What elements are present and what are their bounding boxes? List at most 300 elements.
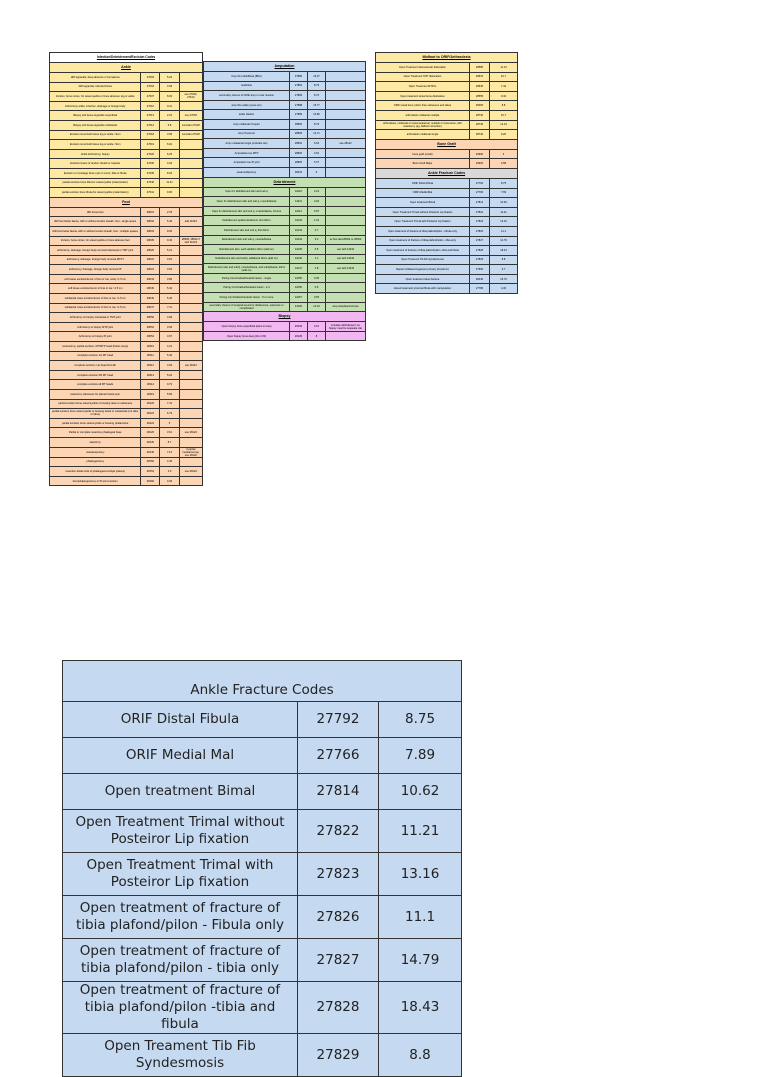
procedure-name: Guillotine bbox=[204, 81, 290, 91]
cpt-code: 27792 bbox=[298, 702, 379, 738]
rvu-value: 8.8 bbox=[490, 255, 518, 265]
rvu-value: 2.7 bbox=[308, 225, 326, 235]
amputation-header bbox=[204, 62, 366, 72]
rvu-value: 9.11 bbox=[160, 101, 179, 111]
ankle-header-label: Ankle bbox=[50, 63, 203, 73]
procedure-name: arthrodesis midtarsal multiple bbox=[376, 110, 470, 120]
table-row bbox=[376, 63, 518, 73]
cpt-code: 28050 bbox=[141, 313, 160, 323]
note bbox=[326, 216, 366, 226]
table-row bbox=[376, 274, 518, 284]
note bbox=[326, 167, 366, 177]
note bbox=[326, 81, 366, 91]
table-row bbox=[376, 198, 518, 208]
procedure-name: secondary closure of tib/fib amp or scar revision bbox=[204, 91, 290, 101]
table-row bbox=[50, 332, 203, 342]
right-column bbox=[375, 52, 517, 294]
note: if partial metatarsal ray, use 28122 bbox=[179, 447, 202, 457]
procedure-name: ORIF Distal Fibula bbox=[63, 702, 298, 738]
table-row bbox=[376, 110, 518, 120]
rvu-value: 4.31 bbox=[160, 342, 179, 352]
cpt-code: 11057 bbox=[290, 293, 308, 303]
table-row bbox=[50, 120, 203, 130]
cpt-code: 27620 bbox=[141, 149, 160, 159]
rvu-value: 11.13 bbox=[490, 63, 518, 73]
procedure-name: ORIF tarsal bone (other than calcaneus and talus) bbox=[376, 101, 470, 111]
cpt-code: 28150 bbox=[141, 457, 160, 467]
table-row bbox=[50, 236, 203, 246]
rvu-value: 5.37 bbox=[308, 158, 326, 168]
note bbox=[326, 72, 366, 82]
note bbox=[326, 225, 366, 235]
cpt-code: 28615 bbox=[470, 72, 490, 82]
procedure-name: secondary closure of surgical wound or dehiscence, extensive or complicated bbox=[204, 302, 290, 312]
rvu-value: 15.76 bbox=[490, 274, 518, 284]
procedure-name: Open treatment talus fracture bbox=[376, 274, 470, 284]
table-row bbox=[204, 148, 366, 158]
note bbox=[179, 159, 202, 169]
table-row bbox=[204, 72, 366, 82]
cpt-code: 27822 bbox=[298, 810, 379, 853]
rvu-value: 18.43 bbox=[490, 246, 518, 256]
rvu-value: 4.99 bbox=[160, 313, 179, 323]
note bbox=[179, 265, 202, 275]
procedure-name: complete excision met head 2nd-4th bbox=[50, 361, 141, 371]
note bbox=[179, 73, 202, 83]
procedure-name: Bone Graft Major bbox=[376, 159, 470, 169]
rvu-value: 6.91 bbox=[160, 140, 179, 150]
table-row bbox=[376, 207, 518, 217]
rvu-value: 4.94 bbox=[308, 197, 326, 207]
note bbox=[326, 91, 366, 101]
cpt-code: 28043 bbox=[141, 274, 160, 284]
cpt-code: 28120 bbox=[141, 399, 160, 409]
note bbox=[326, 129, 366, 139]
procedure-name: ORIF Medial Mal bbox=[376, 188, 470, 198]
rvu-value: 5.46 bbox=[160, 217, 179, 227]
rvu-value: 10.62 bbox=[490, 198, 518, 208]
cpt-code: 28555 bbox=[470, 91, 490, 101]
note bbox=[179, 168, 202, 178]
rvu-value: 8.79 bbox=[308, 119, 326, 129]
procedure-name: complete excision 5th MT head bbox=[50, 370, 141, 380]
rvu-value: 9.43 bbox=[160, 236, 179, 246]
cpt-code: 28315 bbox=[290, 167, 308, 177]
ankle-fracture-header-label: Ankle Fracture Codes bbox=[376, 168, 518, 178]
procedure-name: arthrotomy, drainage, foreign body removal intertarsal or TMT joint bbox=[50, 246, 141, 256]
note bbox=[179, 418, 202, 428]
table-row bbox=[63, 810, 462, 853]
note bbox=[179, 178, 202, 188]
rvu-value: 6.2 bbox=[308, 235, 326, 245]
procedure-name: Open Fx debridement skin and sub q bbox=[204, 187, 290, 197]
rvu-value: 2.22 bbox=[160, 111, 179, 121]
rvu-value: 4.58 bbox=[490, 159, 518, 169]
procedure-name: phalangectomy bbox=[50, 457, 141, 467]
procedure-name: Open Fx debridement skin and sub q, muscle/fascia bbox=[204, 197, 290, 207]
procedure-name: Open treatment of fracture of tibia plafond/pilon -tibia and fibula bbox=[63, 982, 298, 1034]
cpt-code: 27786 bbox=[470, 284, 490, 294]
rvu-value: 10.80 bbox=[308, 110, 326, 120]
note: add 11043 bbox=[179, 217, 202, 227]
table-row bbox=[50, 92, 203, 102]
table-row bbox=[50, 351, 203, 361]
table-row bbox=[50, 140, 203, 150]
cpt-code: 27618 bbox=[141, 130, 160, 140]
note: includes debridement; so biopsy must be separate site bbox=[326, 322, 366, 332]
rvu-value: 5 bbox=[308, 167, 326, 177]
note: amp sites/fasciotomies bbox=[326, 302, 366, 312]
table-row bbox=[204, 322, 366, 332]
table-row bbox=[50, 217, 203, 227]
rvu-value: 11.1 bbox=[379, 896, 462, 939]
procedure-name: Paring Corn/Callus/Keratotic lesion - 5 or more bbox=[204, 293, 290, 303]
cpt-code: 28126 bbox=[141, 428, 160, 438]
note bbox=[179, 342, 202, 352]
foot-header-label: Foot bbox=[50, 197, 203, 207]
cpt-code: 11012 bbox=[290, 206, 308, 216]
midfoot-header bbox=[376, 53, 518, 63]
note bbox=[179, 409, 202, 419]
left-column bbox=[49, 52, 203, 486]
procedure-name: Open treatment of fracture of tibia plafond/pilon - Fibula only bbox=[63, 896, 298, 939]
rvu-value: 12.71 bbox=[308, 129, 326, 139]
procedure-name: sesamoidectomy bbox=[204, 167, 290, 177]
rvu-value: 3.61 bbox=[160, 428, 179, 438]
rvu-value: 4.19 bbox=[308, 187, 326, 197]
ankle-foot-table bbox=[49, 52, 203, 486]
procedure-name: ORIF Distal Fibula bbox=[376, 178, 470, 188]
rvu-value: 12.19 bbox=[490, 120, 518, 130]
cpt-code: 20240 bbox=[290, 322, 308, 332]
table-row bbox=[50, 73, 203, 83]
rvu-value: 5.23 bbox=[160, 73, 179, 83]
rvu-value: 0.5 bbox=[308, 245, 326, 255]
table-row bbox=[50, 207, 203, 217]
note bbox=[179, 246, 202, 256]
table-row bbox=[50, 399, 203, 409]
table-row bbox=[50, 294, 203, 304]
table-row bbox=[204, 197, 366, 207]
rvu-value: 14.79 bbox=[379, 939, 462, 982]
cpt-code: 27829 bbox=[470, 255, 490, 265]
rvu-value: 8.75 bbox=[490, 178, 518, 188]
cpt-code: 27604 bbox=[141, 82, 160, 92]
cpt-code: 27814 bbox=[298, 774, 379, 810]
procedure-name: ankle disartic bbox=[204, 110, 290, 120]
bone-graft-header-label: Bone Graft bbox=[376, 139, 518, 149]
rvu-value: 1.1 bbox=[308, 254, 326, 264]
table-row bbox=[204, 167, 366, 177]
table-row bbox=[50, 370, 203, 380]
table-row bbox=[50, 303, 203, 313]
rvu-value: 4.45 bbox=[160, 457, 179, 467]
procedure-name: Amputation toe IP joint bbox=[204, 158, 290, 168]
cpt-code: 11045 bbox=[290, 245, 308, 255]
spacer-row bbox=[204, 52, 366, 62]
cpt-code: 27695 bbox=[470, 265, 490, 275]
table-row bbox=[63, 896, 462, 939]
rvu-value: 3.86 bbox=[160, 274, 179, 284]
table-row bbox=[376, 130, 518, 140]
rvu-value: 5.45 bbox=[160, 294, 179, 304]
rvu-value: 1.8 bbox=[308, 264, 326, 274]
note: use 28124 bbox=[179, 467, 202, 477]
note bbox=[326, 100, 366, 110]
table-row bbox=[63, 702, 462, 738]
note bbox=[179, 476, 202, 486]
procedure-name: closed treatment proximal fibula with manipulation bbox=[376, 284, 470, 294]
procedure-name: Amp Transmet bbox=[204, 129, 290, 139]
note bbox=[326, 273, 366, 283]
table-row bbox=[50, 168, 203, 178]
procedure-name: Partial or complete resection phalangeal base bbox=[50, 428, 141, 438]
procedure-name: ORIF Medial Mal bbox=[63, 738, 298, 774]
procedure-name: I&D foot below fascia, with or without tendon sheath, foot - multiple spaces bbox=[50, 226, 141, 236]
table-row bbox=[50, 101, 203, 111]
procedure-name: subfascial mass excision/tumor of foot or toe <1.5 cm bbox=[50, 294, 141, 304]
note: use with 11044 bbox=[326, 264, 366, 274]
note bbox=[179, 101, 202, 111]
procedure-name: Biopsy soft tissue leg/ankle subfascial bbox=[50, 120, 141, 130]
note bbox=[326, 283, 366, 293]
rvu-value: 9.20 bbox=[490, 130, 518, 140]
rvu-value: 6.79 bbox=[160, 409, 179, 419]
note bbox=[179, 188, 202, 198]
procedure-name: Excision tumor/soft tissue leg or ankle <3cm bbox=[50, 140, 141, 150]
note bbox=[179, 457, 202, 467]
note bbox=[326, 110, 366, 120]
table-row bbox=[204, 119, 366, 129]
procedure-name: arthrodesis, midtarsal or tarsometatarsal, multiple or transverse; with osteotomy (eg, flatfoot correction) bbox=[376, 120, 470, 130]
cpt-code: 28810 bbox=[290, 139, 308, 149]
table-row bbox=[204, 129, 366, 139]
rvu-value: 7.89 bbox=[379, 738, 462, 774]
rvu-value: 10.62 bbox=[379, 774, 462, 810]
procedure-name: complete excision 1st MT head bbox=[50, 351, 141, 361]
procedure-name: Amp metatarsal single (includes toe) bbox=[204, 139, 290, 149]
procedure-name: partial excision bone osteomyelitis or bossing phalanx/toe bbox=[50, 418, 141, 428]
procedure-name: Open Treatment Trimal without Posterior Lip fixation bbox=[376, 207, 470, 217]
table-row bbox=[50, 255, 203, 265]
procedure-name: Arthrotomy w/ biopsy intertarsal or TMT joint bbox=[50, 313, 141, 323]
table-row bbox=[50, 82, 203, 92]
procedure-name: Repair Collateral Ligament primary (brostrom) bbox=[376, 265, 470, 275]
procedure-name: Amp midtarsal Chopart bbox=[204, 119, 290, 129]
note: consider 27618 bbox=[179, 120, 202, 130]
cpt-code: 27619 bbox=[141, 140, 160, 150]
rvu-value: 0.35 bbox=[308, 273, 326, 283]
note bbox=[179, 226, 202, 236]
rvu-value: 7.41 bbox=[160, 399, 179, 409]
table-row bbox=[376, 236, 518, 246]
table-row bbox=[63, 853, 462, 896]
table-row bbox=[204, 331, 366, 341]
cpt-code: 28730 bbox=[470, 110, 490, 120]
ankle-fracture-header bbox=[376, 168, 518, 178]
cpt-code: 28054 bbox=[141, 332, 160, 342]
procedure-name: bone graft (small) bbox=[376, 149, 470, 159]
procedure-name: Arthrotomy ankle; infection, drainage or foreign body bbox=[50, 101, 141, 111]
note bbox=[179, 332, 202, 342]
cpt-code: 28020 bbox=[141, 246, 160, 256]
procedure-name: arthrotomy, drainage, foreign body removal IP bbox=[50, 265, 141, 275]
table-row bbox=[50, 457, 203, 467]
cpt-code: 27614 bbox=[141, 120, 160, 130]
note bbox=[179, 399, 202, 409]
cpt-code: 11011 bbox=[290, 197, 308, 207]
procedure-name: Open treatment Bimal bbox=[376, 198, 470, 208]
procedure-name: amp thru ankle (syme etc) bbox=[204, 100, 290, 110]
rvu-value: 5.40 bbox=[160, 351, 179, 361]
procedure-name: Excision or curettage bone cyst or tumor; tibia or fibula bbox=[50, 168, 141, 178]
table-row bbox=[50, 437, 203, 447]
rvu-value: 6.87 bbox=[308, 206, 326, 216]
procedure-name: Amp thru tibia/fibula (BKA) bbox=[204, 72, 290, 82]
rvu-value: 4.0 bbox=[160, 467, 179, 477]
cpt-code: 28153 bbox=[141, 467, 160, 477]
cpt-code: 28114 bbox=[141, 380, 160, 390]
note bbox=[179, 380, 202, 390]
note bbox=[179, 294, 202, 304]
table-row bbox=[63, 982, 462, 1034]
rvu-value: 4.94 bbox=[160, 159, 179, 169]
note bbox=[326, 187, 366, 197]
cpt-code: 28024 bbox=[141, 265, 160, 275]
procedure-name: Open biopsy bone deep (tib or fib) bbox=[204, 331, 290, 341]
table-row bbox=[50, 467, 203, 477]
table-row bbox=[204, 216, 366, 226]
table-row bbox=[204, 158, 366, 168]
procedure-name: Ankle Arthrotomy; biopsy bbox=[50, 149, 141, 159]
cpt-code: 27603 bbox=[141, 73, 160, 83]
procedure-name: Debridement skin and sub q, first 20cm bbox=[204, 225, 290, 235]
procedure-name: Open treatment Bimal bbox=[63, 774, 298, 810]
note bbox=[179, 284, 202, 294]
table-row bbox=[50, 409, 203, 419]
rvu-value: 15.37 bbox=[308, 72, 326, 82]
procedure-name: partial excision bone osteomyelitis or bossing talus or calcaneus bbox=[50, 399, 141, 409]
rvu-value: 7.14 bbox=[160, 447, 179, 457]
cpt-code: 11042 bbox=[290, 216, 308, 226]
procedure-name: Open treatment of fracture of tibia plafond/pilon -tibia and fibula bbox=[376, 246, 470, 256]
rvu-value: 4.52 bbox=[160, 265, 179, 275]
table-row bbox=[50, 322, 203, 332]
rvu-value: 10.7 bbox=[490, 110, 518, 120]
cpt-code: 11055 bbox=[290, 273, 308, 283]
table-row bbox=[376, 72, 518, 82]
procedure-name: partial excision bone osteomyelitis or bossing tarsal or metatarsal (not talus or talus) bbox=[50, 409, 141, 419]
note bbox=[179, 140, 202, 150]
cpt-code: 28003 bbox=[141, 226, 160, 236]
cpt-code: 28735 bbox=[470, 120, 490, 130]
cpt-code: 20245 bbox=[290, 331, 308, 341]
rvu-value: 14.79 bbox=[490, 236, 518, 246]
cpt-code: 11046 bbox=[290, 254, 308, 264]
cpt-code: 27826 bbox=[470, 226, 490, 236]
cpt-code: 28130 bbox=[141, 437, 160, 447]
rvu-value: 5.8 bbox=[160, 120, 179, 130]
table-row bbox=[63, 939, 462, 982]
note bbox=[179, 313, 202, 323]
procedure-name: neurectomy, partial excision, MT/MTP head (Keller-mayo) bbox=[50, 342, 141, 352]
rvu-value: 3.95 bbox=[160, 130, 179, 140]
rvu-value: 10.7 bbox=[490, 72, 518, 82]
table-row bbox=[50, 380, 203, 390]
procedure-name: Open Treatment Trimal with Posteiror Lip fixation bbox=[63, 853, 298, 896]
cpt-code: 11047 bbox=[290, 264, 308, 274]
spacer bbox=[204, 52, 366, 62]
cpt-code: 28046 bbox=[141, 294, 160, 304]
table-row bbox=[204, 283, 366, 293]
cpt-code: 13160 bbox=[290, 302, 308, 312]
procedure-name: Open Treatment talonavicular dislocation bbox=[376, 63, 470, 73]
rvu-value: 11.21 bbox=[490, 207, 518, 217]
rvu-value: 0.5 bbox=[308, 283, 326, 293]
procedure-name: Arthrotomy w/ biopsy MTP joint bbox=[50, 322, 141, 332]
cpt-code: 28052 bbox=[141, 322, 160, 332]
procedure-name: Incision, bone cortex, for osteomyelitis or bone abscess; leg or ankle bbox=[50, 92, 141, 102]
spreadsheet-thumbnail bbox=[49, 52, 517, 532]
note bbox=[179, 390, 202, 400]
table-row bbox=[376, 188, 518, 198]
cpt-code: 27640 bbox=[141, 178, 160, 188]
note: use 27620, 27610 bbox=[179, 92, 202, 102]
procedure-name: metatarsectomy bbox=[50, 447, 141, 457]
cpt-code: 27829 bbox=[298, 1034, 379, 1077]
table-row bbox=[50, 313, 203, 323]
note bbox=[326, 197, 366, 207]
table-row bbox=[63, 1034, 462, 1077]
procedure-name: Open biopsy bone superficial (talus to toes) bbox=[204, 322, 290, 332]
rvu-value: 3 bbox=[490, 149, 518, 159]
rvu-value: 11.41 bbox=[160, 178, 179, 188]
table-row bbox=[376, 255, 518, 265]
procedure-name: Excision tumor/soft tissue leg or ankle <3cm bbox=[50, 130, 141, 140]
rvu-value: 8.76 bbox=[308, 91, 326, 101]
cpt-code: 28124 bbox=[141, 418, 160, 428]
cpt-code: 28005 bbox=[141, 236, 160, 246]
note bbox=[179, 322, 202, 332]
cpt-code: 27766 bbox=[470, 188, 490, 198]
cpt-code: 28585 bbox=[470, 63, 490, 73]
note bbox=[326, 293, 366, 303]
rvu-value: 2.78 bbox=[160, 207, 179, 217]
cpt-code: 20902 bbox=[470, 159, 490, 169]
cpt-code: 27766 bbox=[298, 738, 379, 774]
cpt-code: 28001 bbox=[141, 207, 160, 217]
procedure-name: complete excision all MT heads bbox=[50, 380, 141, 390]
procedure-name: partial excision bone tibia for osteomyelitis (craterization) bbox=[50, 178, 141, 188]
cpt-code: 28740 bbox=[470, 130, 490, 140]
cpt-code: 27635 bbox=[141, 168, 160, 178]
table-row bbox=[50, 390, 203, 400]
table-row bbox=[50, 265, 203, 275]
midfoot-header-label: Midfoot to ORIF/Arthrodesis bbox=[376, 53, 518, 63]
table-row bbox=[204, 293, 366, 303]
cpt-code: 28465 bbox=[470, 101, 490, 111]
table-row bbox=[204, 81, 366, 91]
table-row bbox=[204, 225, 366, 235]
amputation-header-label: Amputation bbox=[204, 62, 366, 72]
procedure-name: Amputation toe MTP bbox=[204, 148, 290, 158]
note: use with 11042 bbox=[326, 245, 366, 255]
table-row bbox=[376, 246, 518, 256]
procedure-name: ostectomy calcaneus for plantar fascia spur bbox=[50, 390, 141, 400]
table-row bbox=[50, 418, 203, 428]
rvu-value: 8.8 bbox=[490, 101, 518, 111]
rvu-value: 11.21 bbox=[379, 810, 462, 853]
